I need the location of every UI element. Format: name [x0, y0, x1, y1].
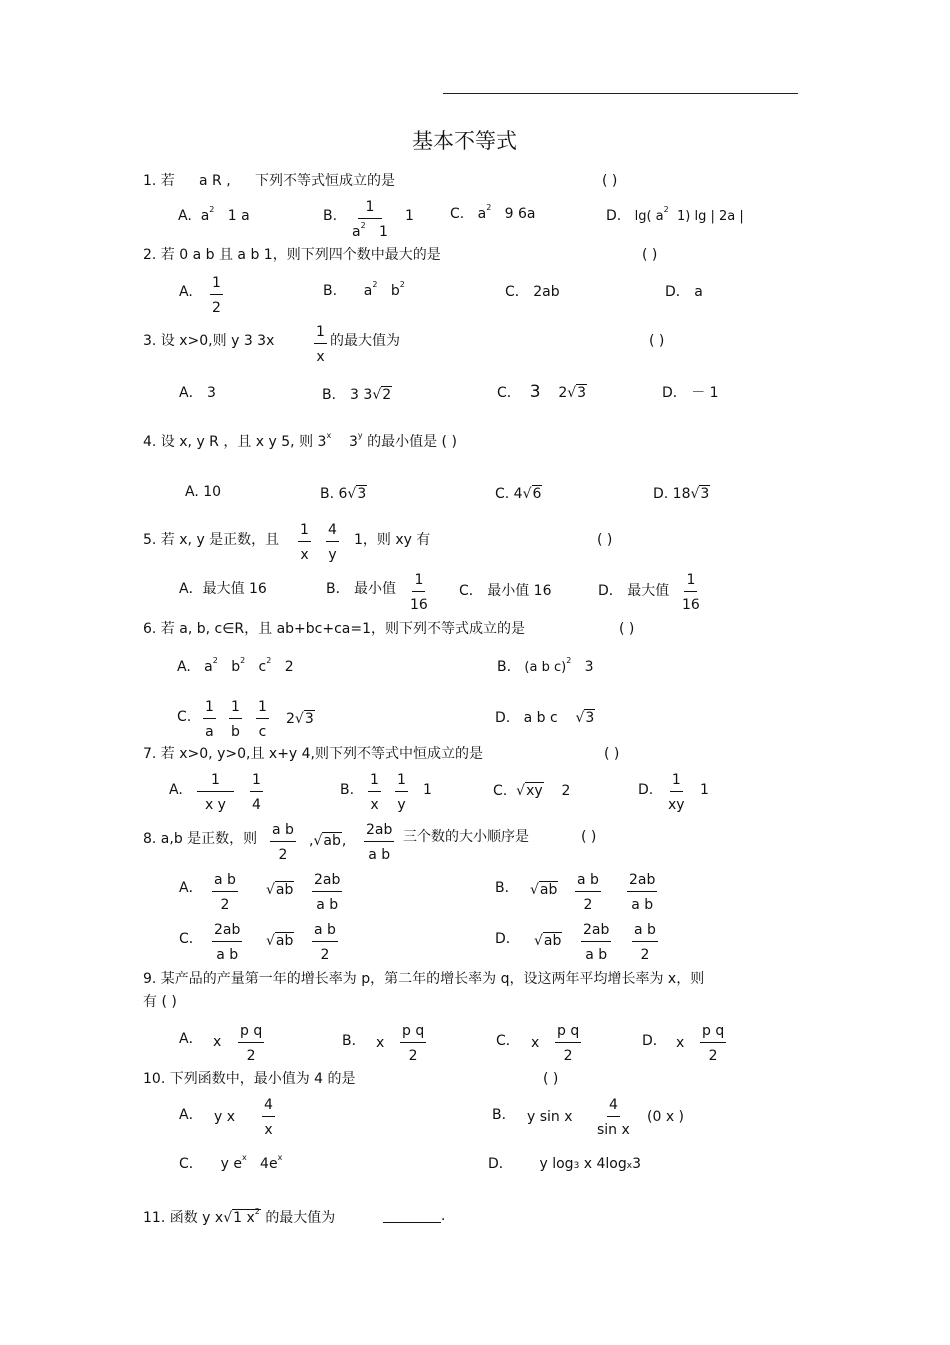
q7-option-d-frac: 1 xy — [668, 772, 685, 813]
q7-option-a-label: A. — [169, 782, 183, 798]
q4-option-d: D. 18√3 — [653, 486, 710, 502]
q5-option-b-label: B． 最小值 — [326, 581, 397, 597]
q7-option-b-rest: 1 — [423, 782, 432, 798]
q1-option-a: A. $a^2$ 1 a — [178, 205, 250, 224]
q7-option-b-frac-1: 1 x — [370, 772, 379, 813]
q5-option-d-label: D． 最大值 — [598, 583, 670, 599]
q1-option-b-label: B. — [323, 208, 338, 224]
q10-option-c: C． y $e^x$ $4e^x$ — [179, 1153, 283, 1172]
q10-option-a-frac: 4 x — [264, 1097, 273, 1138]
q6-paren: ( ) — [619, 621, 635, 637]
q9-option-a-frac: p q 2 — [240, 1023, 263, 1064]
q5-option-c: C． 最小值 16 — [459, 583, 552, 599]
q8-b-mean: a b 2 — [577, 872, 599, 913]
q8-c-geo: √ab — [266, 933, 294, 949]
q5-frac-1: 1 x — [300, 522, 309, 563]
q2-option-d: D． a — [665, 284, 703, 300]
q10-option-b-frac: 4 sin x — [597, 1097, 630, 1138]
q1-option-b-frac: 1 $a^2$ 1 — [352, 199, 388, 240]
q6-option-c-label: C. — [177, 709, 192, 725]
q4-option-b: B. 6√3 — [320, 486, 367, 502]
q9-line-2: 有 ( ) — [143, 994, 177, 1010]
q8-c-harm: 2ab a b — [214, 922, 241, 963]
q8-frac-mean: a b 2 — [272, 822, 294, 863]
q3-option-d: D． － 1 — [662, 385, 719, 401]
q1-option-b-rest: 1 — [405, 208, 414, 224]
q3-option-b: B． 3 3√2 — [322, 387, 392, 403]
q2-num: 2. 若 0 a b 且 a b 1，则下列四个数中最大的是 — [143, 247, 441, 263]
q9-option-c-frac: p q 2 — [557, 1023, 580, 1064]
q2-paren: ( ) — [642, 247, 658, 263]
q7-option-a-frac-1: 1 x y — [197, 773, 234, 812]
q4-option-c: C. 4√6 — [495, 486, 542, 502]
q8-option-b-label: B． — [495, 880, 519, 896]
q8-b-harm: 2ab a b — [629, 872, 656, 913]
q9-option-a-x: x — [213, 1034, 222, 1050]
q7-option-b-frac-2: 1 y — [397, 772, 406, 813]
q6-option-c-rest: 2√3 — [286, 711, 314, 727]
q3-paren: ( ) — [649, 333, 665, 349]
q6-option-d: D. a b c √3 — [495, 710, 595, 726]
q1-cond: a R , — [199, 173, 231, 189]
q9-option-b-frac: p q 2 — [402, 1023, 425, 1064]
q1-option-c: C. $a^2$ 9 6a — [450, 203, 536, 222]
q8-geo-mean: ,√ab, — [309, 833, 347, 849]
q8-d-geo: √ab — [534, 933, 562, 949]
q3-num: 3. 设 x>0,则 y 3 3x — [143, 333, 275, 349]
q9-option-d-x: x — [676, 1035, 685, 1051]
q5-frac-2: 4 y — [328, 522, 337, 563]
q8-num: 8. a,b 是正数，则 — [143, 831, 258, 847]
q1-paren: ( ) — [602, 173, 618, 189]
q8-option-a-label: A． — [179, 880, 203, 896]
q10-option-b-rest: (0 x ) — [647, 1109, 685, 1125]
q8-d-mean: a b 2 — [634, 922, 656, 963]
q4-option-a: A. 10 — [185, 484, 222, 500]
q5-option-a: A．最大值 16 — [179, 581, 267, 597]
q8-a-harm: 2ab a b — [314, 872, 341, 913]
q8-a-mean: a b 2 — [214, 872, 236, 913]
q3-stem: 的最大值为 — [330, 333, 400, 349]
q4-stem: 4. 设 x, y R ，且 x y 5, 则 3$^x$ 3$^y$ 的最小值是 ( ) — [143, 431, 457, 450]
q2-option-c: C． 2ab — [505, 284, 560, 300]
q6-option-c-frac-a: 1 a — [205, 699, 214, 740]
q5-stem: 1，则 xy 有 — [354, 532, 431, 548]
q7-option-b-label: B. — [340, 782, 355, 798]
q5-paren: ( ) — [597, 532, 613, 548]
q6-option-a: A. $a^2$ $b^2$ $c^2$ 2 — [177, 656, 294, 675]
q6-num: 6. 若 a, b, c∈R，且 ab+bc+ca=1，则下列不等式成立的是 — [143, 621, 526, 637]
q10-option-b-expr: y sin x — [527, 1109, 573, 1125]
q7-option-d-rest: 1 — [700, 782, 709, 798]
q9-option-b-x: x — [376, 1035, 385, 1051]
q8-frac-harmonic: 2ab a b — [366, 822, 393, 863]
q9-option-c-x: x — [531, 1035, 540, 1051]
q9-option-a-label: A． — [179, 1031, 203, 1047]
q6-option-b: B. (a b c)$^2$ 3 — [497, 656, 594, 675]
q7-option-d-label: D. — [638, 782, 654, 798]
q8-a-geo: √ab — [266, 882, 294, 898]
q6-option-c-frac-b: 1 b — [231, 699, 240, 740]
q5-option-b-frac: 1 16 — [410, 572, 428, 613]
q10-option-a-expr: y x — [214, 1109, 236, 1125]
q1-num: 1. 若 — [143, 173, 175, 189]
q7-option-c: C. √xy 2 — [493, 783, 571, 799]
q7-num: 7. 若 x>0, y>0,且 x+y 4,则下列不等式中恒成立的是 — [143, 746, 484, 762]
q2-option-a-label: A. — [179, 284, 193, 300]
q3-option-a: A． 3 — [179, 385, 216, 401]
q10-paren: ( ) — [543, 1071, 559, 1087]
q9-option-c-label: C． — [496, 1033, 520, 1049]
q6-option-c-frac-c: 1 c — [258, 699, 267, 740]
q1-option-d: D. lg( $a^2$ 1) lg | 2a | — [606, 205, 744, 224]
q2-option-b: B. $a^2$ $b^2$ — [323, 280, 405, 299]
q7-option-a-frac-2: 1 4 — [252, 772, 261, 813]
q8-paren: ( ) — [581, 829, 597, 845]
q11-end: . — [441, 1208, 446, 1224]
q9-line-1: 9. 某产品的产量第一年的增长率为 p，第二年的增长率为 q，设这两年平均增长率为 x，则 — [143, 971, 705, 987]
q3-frac: 1 x — [316, 324, 325, 365]
q11-answer-blank[interactable] — [383, 1222, 441, 1223]
q8-stem: 三个数的大小顺序是 — [403, 829, 529, 845]
q10-option-d: D． y log3 x 4logx3 — [488, 1156, 641, 1172]
header-rule — [443, 93, 798, 94]
q8-b-geo: √ab — [530, 882, 558, 898]
q7-paren: ( ) — [604, 746, 620, 762]
q1-stem: 下列不等式恒成立的是 — [255, 173, 395, 189]
q5-num: 5. 若 x, y 是正数，且 — [143, 532, 280, 548]
q8-d-harm: 2ab a b — [583, 922, 610, 963]
q8-option-d-label: D． — [495, 931, 520, 947]
q10-num: 10. 下列函数中，最小值为 4 的是 — [143, 1071, 356, 1087]
q10-option-b-label: B． — [492, 1107, 516, 1123]
q11-stem: 11. 函数 y x√1 $x^2$ 的最大值为 — [143, 1207, 336, 1226]
q8-c-mean: a b 2 — [314, 922, 336, 963]
q9-option-d-frac: p q 2 — [702, 1023, 725, 1064]
q8-option-c-label: C． — [179, 931, 203, 947]
q2-option-a-frac: 1 2 — [212, 275, 221, 316]
q9-option-b-label: B． — [342, 1033, 366, 1049]
q9-option-d-label: D． — [642, 1033, 667, 1049]
page-title: 基本不等式 — [412, 129, 517, 153]
q5-option-d-frac: 1 16 — [682, 572, 700, 613]
q10-option-a-label: A． — [179, 1107, 203, 1123]
q3-option-c: C． 3 2√3 — [497, 382, 587, 402]
